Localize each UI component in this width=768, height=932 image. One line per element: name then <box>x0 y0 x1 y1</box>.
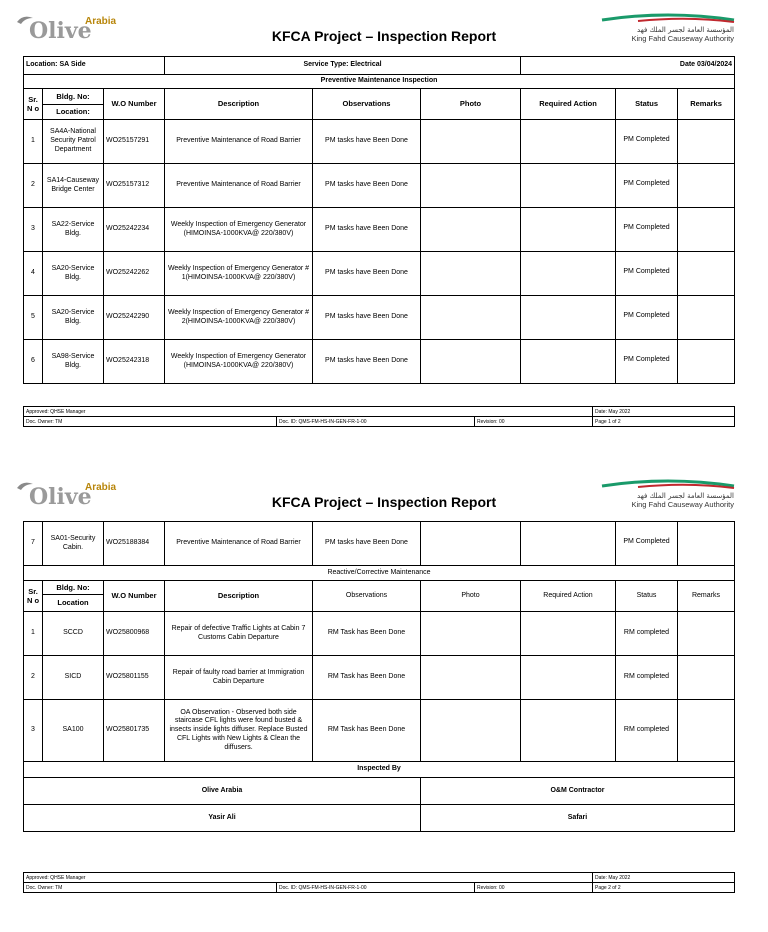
row-required-action <box>521 208 616 252</box>
table-row <box>24 340 735 384</box>
svg-text:Arabia: Arabia <box>85 482 117 493</box>
row-building: SA20-Service Bldg. <box>43 296 104 340</box>
row-sr-no: 1 <box>24 120 43 164</box>
row-description: Preventive Maintenance of Road Barrier <box>165 522 313 566</box>
row-sr-no: 1 <box>24 612 43 656</box>
row-status: PM Completed <box>616 522 678 566</box>
row-required-action <box>521 120 616 164</box>
row-sr-no: 3 <box>24 700 43 762</box>
row-status: PM Completed <box>616 252 678 296</box>
row-wo-number: WO25800968 <box>104 612 165 656</box>
col-observations: Observations <box>313 581 421 612</box>
table-row <box>24 208 735 252</box>
table-row <box>24 612 735 656</box>
row-photo <box>421 612 521 656</box>
location-info: Location: SA Side <box>24 57 165 75</box>
row-remarks <box>678 612 735 656</box>
signoff-person-2: Safari <box>421 805 735 832</box>
row-observations: PM tasks have Been Done <box>313 208 421 252</box>
row-observations: PM tasks have Been Done <box>313 522 421 566</box>
footer-date: Date: May 2022 <box>593 407 735 417</box>
row-description: Repair of defective Traffic Lights at Cabin 7 Customs Cabin Departure <box>165 612 313 656</box>
reactive-rows <box>24 612 735 700</box>
row-sr-no: 2 <box>24 164 43 208</box>
row-building: SA01-Security Cabin. <box>43 522 104 566</box>
col-photo: Photo <box>421 581 521 612</box>
row-sr-no: 3 <box>24 208 43 252</box>
footer-doc-id: Doc. ID: QMS-FM-HS-IN-GEN-FR-1-00 <box>277 417 475 427</box>
row-building: SA98-Service Bldg. <box>43 340 104 384</box>
col-required-action: Required Action <box>521 89 616 120</box>
row-observations: PM tasks have Been Done <box>313 120 421 164</box>
row-remarks <box>678 296 735 340</box>
svg-text:Arabia: Arabia <box>85 16 117 27</box>
row-wo-number: WO25242290 <box>104 296 165 340</box>
row-sr-no: 4 <box>24 252 43 296</box>
row-remarks <box>678 164 735 208</box>
row-status: PM Completed <box>616 296 678 340</box>
footer-page: Page 1 of 2 <box>593 417 735 427</box>
col-wo-number: W.O Number <box>104 581 165 612</box>
row-observations: PM tasks have Been Done <box>313 164 421 208</box>
table-row <box>24 296 735 340</box>
row-description: Weekly Inspection of Emergency Generator # 1(HIMOINSA-1000KVA@ 220/380V) <box>165 252 313 296</box>
table-row <box>24 164 735 208</box>
row-building: SA4A-National Security Patrol Department <box>43 120 104 164</box>
row-status: PM Completed <box>616 208 678 252</box>
footer-owner: Doc. Owner: TM <box>24 883 277 893</box>
col-wo-number: W.O Number <box>104 89 165 120</box>
signoff-party-2: O&M Contractor <box>421 778 735 805</box>
row-photo <box>421 656 521 700</box>
row-status: PM Completed <box>616 340 678 384</box>
row-building: SICD <box>43 656 104 700</box>
row-status: RM completed <box>616 612 678 656</box>
row-sr-no: 6 <box>24 340 43 384</box>
row-building: SA14-Causeway Bridge Center <box>43 164 104 208</box>
footer-revision: Revision: 00 <box>475 883 593 893</box>
inspection-table-page-1 <box>23 56 735 384</box>
footer-owner: Doc. Owner: TM <box>24 417 277 427</box>
svg-text:Olive: Olive <box>29 18 92 44</box>
row-wo-number: WO25157312 <box>104 164 165 208</box>
row-observations: RM Task has Been Done <box>313 612 421 656</box>
table-row <box>24 252 735 296</box>
footer-page: Page 2 of 2 <box>593 883 735 893</box>
row-description: Preventive Maintenance of Road Barrier <box>165 120 313 164</box>
row-photo <box>421 340 521 384</box>
date-info: Date 03/04/2024 <box>521 57 735 75</box>
footer-approved: Approved: QHSE Manager <box>24 407 593 417</box>
col-photo: Photo <box>421 89 521 120</box>
row-remarks <box>678 208 735 252</box>
row-sr-no: 7 <box>24 522 43 566</box>
col-location: Location <box>43 595 104 612</box>
svg-text:Olive: Olive <box>29 484 92 510</box>
row-remarks <box>678 700 735 762</box>
report-title: KFCA Project – Inspection Report <box>271 28 497 44</box>
col-status: Status <box>616 89 678 120</box>
row-required-action <box>521 340 616 384</box>
col-remarks: Remarks <box>678 89 735 120</box>
preventive-rows <box>24 120 735 384</box>
inspection-table-page-2 <box>23 521 735 832</box>
table-row <box>24 656 735 700</box>
svg-text:King Fahd Causeway Authority: King Fahd Causeway Authority <box>631 34 734 43</box>
row-observations: PM tasks have Been Done <box>313 252 421 296</box>
row-wo-number: WO25801155 <box>104 656 165 700</box>
col-sr-no: Sr. N o <box>24 581 43 612</box>
row-remarks <box>678 522 735 566</box>
col-location: Location: <box>43 105 104 120</box>
signoff-person-1: Yasir Ali <box>24 805 421 832</box>
row-photo <box>421 252 521 296</box>
row-wo-number: WO25242318 <box>104 340 165 384</box>
row-wo-number: WO25157291 <box>104 120 165 164</box>
col-bldg-no: Bldg. No: <box>43 89 104 105</box>
row-required-action <box>521 296 616 340</box>
row-required-action <box>521 164 616 208</box>
row-description: OA Observation - Observed both side staircase CFL lights were found busted & insects inside lights diffuser. Replace Busted CFL Lights with New Lights & Clean the diffusers. <box>165 700 313 762</box>
row-description: Preventive Maintenance of Road Barrier <box>165 164 313 208</box>
row-photo <box>421 164 521 208</box>
report-title: KFCA Project – Inspection Report <box>271 494 497 510</box>
row-remarks <box>678 656 735 700</box>
footer-date: Date: May 2022 <box>593 873 735 883</box>
col-description: Description <box>165 89 313 120</box>
col-sr-no: Sr. N o <box>24 89 43 120</box>
svg-text:المؤسسة العامة لجسر الملك فهد: المؤسسة العامة لجسر الملك فهد <box>637 26 734 34</box>
row-status: PM Completed <box>616 120 678 164</box>
row-photo <box>421 120 521 164</box>
row-photo <box>421 296 521 340</box>
col-status: Status <box>616 581 678 612</box>
row-sr-no: 5 <box>24 296 43 340</box>
row-photo <box>421 700 521 762</box>
row-description: Weekly Inspection of Emergency Generator # 2(HIMOINSA-1000KVA@ 220/380V) <box>165 296 313 340</box>
row-description: Weekly Inspection of Emergency Generator (HIMOINSA-1000KVA@ 220/380V) <box>165 340 313 384</box>
section-inspected-by: Inspected By <box>24 762 735 778</box>
row-building: SCCD <box>43 612 104 656</box>
col-required-action: Required Action <box>521 581 616 612</box>
row-observations: PM tasks have Been Done <box>313 340 421 384</box>
row-building: SA22-Service Bldg. <box>43 208 104 252</box>
row-building: SA100 <box>43 700 104 762</box>
row-wo-number: WO25801735 <box>104 700 165 762</box>
row-required-action <box>521 252 616 296</box>
row-description: Repair of faulty road barrier at Immigration Cabin Departure <box>165 656 313 700</box>
row-wo-number: WO25242262 <box>104 252 165 296</box>
svg-text:المؤسسة العامة لجسر الملك فهد: المؤسسة العامة لجسر الملك فهد <box>637 492 734 500</box>
row-required-action <box>521 522 616 566</box>
footer-page-2 <box>23 872 735 893</box>
row-remarks <box>678 120 735 164</box>
preventive-rows-continued <box>24 522 735 566</box>
col-remarks: Remarks <box>678 581 735 612</box>
row-required-action <box>521 656 616 700</box>
row-status: PM Completed <box>616 164 678 208</box>
row-wo-number: WO25188384 <box>104 522 165 566</box>
row-description: Weekly Inspection of Emergency Generator (HIMOINSA-1000KVA@ 220/380V) <box>165 208 313 252</box>
col-observations: Observations <box>313 89 421 120</box>
row-status: RM completed <box>616 700 678 762</box>
service-type-info: Service Type: Electrical <box>165 57 521 75</box>
row-photo <box>421 522 521 566</box>
row-building: SA20-Service Bldg. <box>43 252 104 296</box>
svg-text:King Fahd Causeway Authority: King Fahd Causeway Authority <box>631 500 734 509</box>
row-wo-number: WO25242234 <box>104 208 165 252</box>
footer-page-1 <box>23 406 735 427</box>
footer-approved: Approved: QHSE Manager <box>24 873 593 883</box>
row-observations: PM tasks have Been Done <box>313 296 421 340</box>
row-observations: RM Task has Been Done <box>313 656 421 700</box>
row-sr-no: 2 <box>24 656 43 700</box>
section-reactive: Reactive/Corrective Maintenance <box>24 566 735 581</box>
row-observations: RM Task has Been Done <box>313 700 421 762</box>
signoff-party-1: Olive Arabia <box>24 778 421 805</box>
row-required-action <box>521 612 616 656</box>
row-remarks <box>678 252 735 296</box>
reactive-rows-last <box>24 700 735 762</box>
footer-revision: Revision: 00 <box>475 417 593 427</box>
section-preventive: Preventive Maintenance Inspection <box>24 75 735 89</box>
col-description: Description <box>165 581 313 612</box>
table-row <box>24 522 735 566</box>
footer-doc-id: Doc. ID: QMS-FM-HS-IN-GEN-FR-1-00 <box>277 883 475 893</box>
row-status: RM completed <box>616 656 678 700</box>
col-bldg-no: Bldg. No: <box>43 581 104 595</box>
row-remarks <box>678 340 735 384</box>
row-required-action <box>521 700 616 762</box>
row-photo <box>421 208 521 252</box>
table-row <box>24 120 735 164</box>
table-row <box>24 700 735 762</box>
